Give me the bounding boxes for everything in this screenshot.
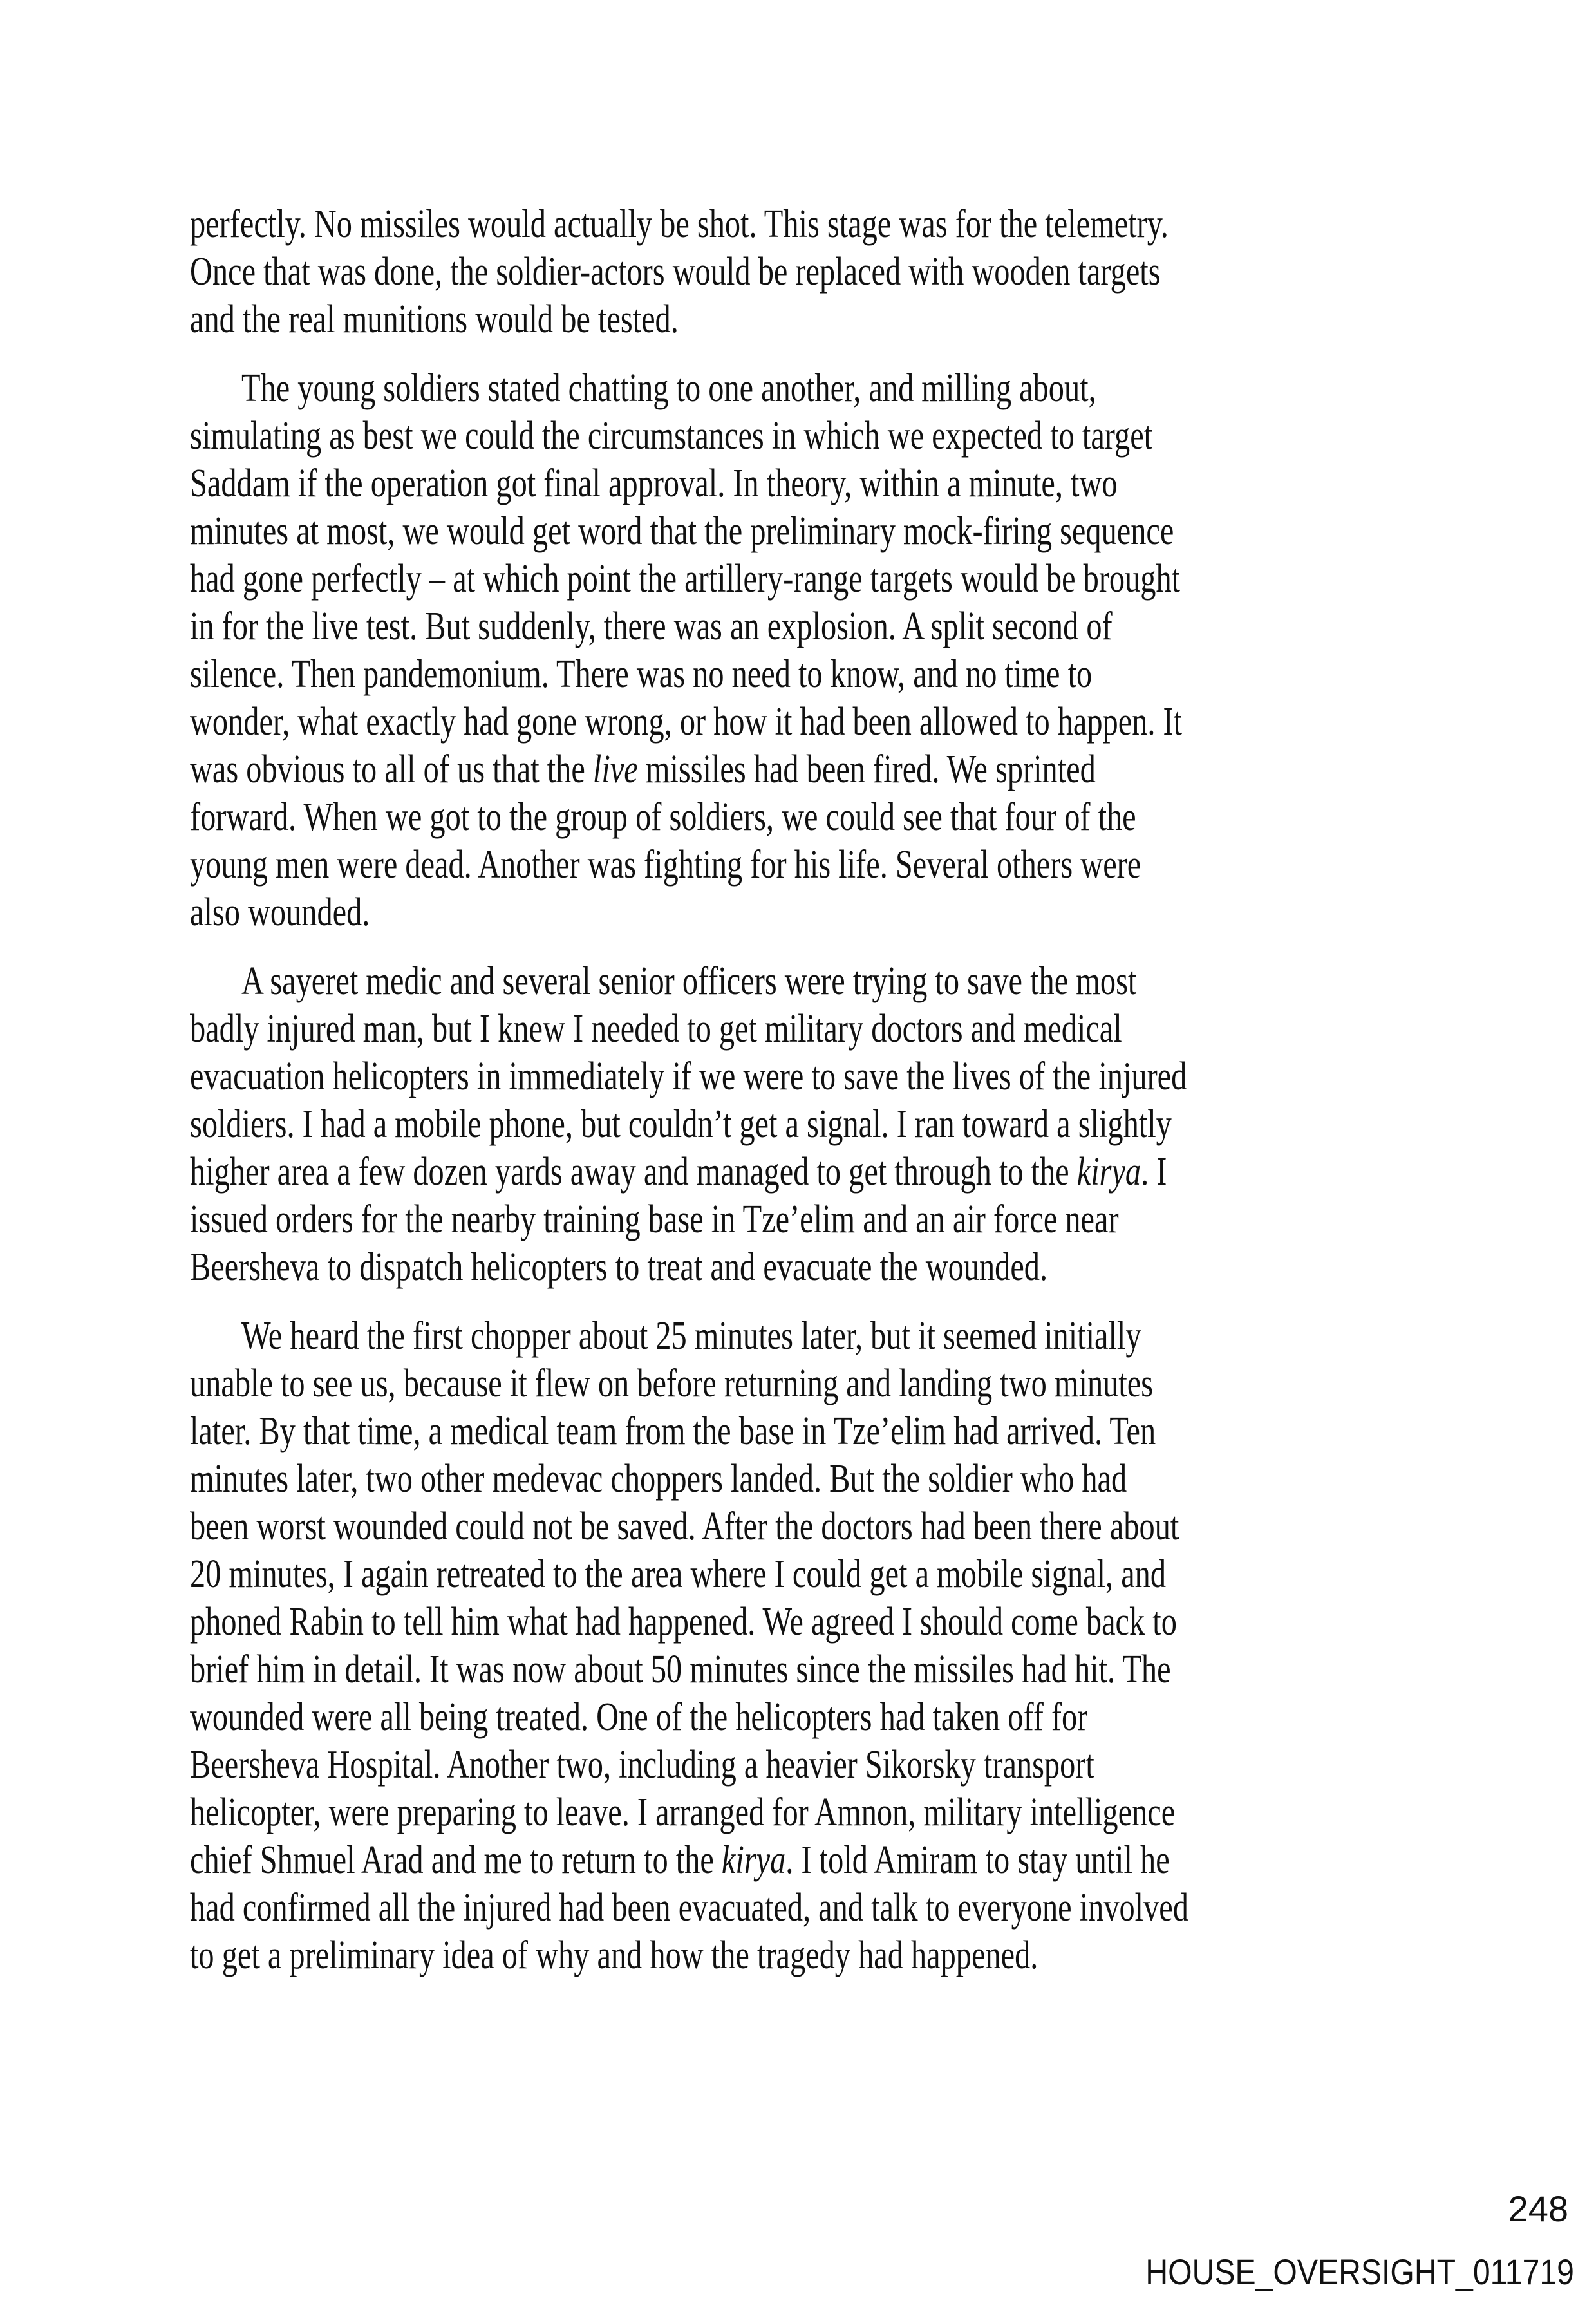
text-line [241, 1312, 1200, 1360]
text-line [190, 1243, 1188, 1291]
text-segment: missiles had been fired. We sprinted [637, 747, 1096, 791]
text-segment: Beersheva Hospital. Another two, including a heavier Sikorsky transport [190, 1743, 1094, 1787]
text-line [190, 1836, 1188, 1884]
text-segment: been worst wounded could not be saved. After the doctors had been there about [190, 1505, 1179, 1548]
text-segment: 20 minutes, I again retreated to the area where I could get a mobile signal, and [190, 1552, 1167, 1596]
text-segment: was obvious to all of us that the [190, 747, 593, 791]
text-line [190, 1693, 1188, 1741]
text-line [190, 746, 1188, 793]
text-segment: A sayeret medic and several senior officers were trying to save the most [241, 959, 1137, 1003]
text-line [190, 507, 1188, 555]
text-segment: wonder, what exactly had gone wrong, or how it had been allowed to happen. It [190, 700, 1183, 744]
text-segment: silence. Then pandemonium. There was no need to know, and no time to [190, 652, 1093, 696]
text-segment: later. By that time, a medical team from the base in Tze’elim had arrived. Ten [190, 1409, 1156, 1453]
text-line [190, 1005, 1188, 1053]
text-line [190, 1503, 1188, 1550]
text-line [190, 1455, 1188, 1503]
paragraph [190, 957, 1470, 1291]
text-segment: higher area a few dozen yards away and managed to get through to the [190, 1150, 1077, 1194]
italic-text-segment: kirya [721, 1838, 786, 1882]
italic-text-segment: kirya [1076, 1150, 1141, 1194]
text-line [190, 1789, 1188, 1836]
text-segment: chief Shmuel Arad and me to return to the [190, 1838, 722, 1882]
text-segment: perfectly. No missiles would actually be shot. This stage was for the telemetry. [190, 202, 1169, 246]
text-segment: Beersheva to dispatch helicopters to treat and evacuate the wounded. [190, 1245, 1048, 1289]
text-segment: to get a preliminary idea of why and how the tragedy had happened. [190, 1933, 1038, 1977]
text-line [190, 1550, 1188, 1598]
text-segment: had confirmed all the injured had been evacuated, and talk to everyone involved [190, 1886, 1188, 1930]
text-segment: minutes later, two other medevac choppers landed. But the soldier who had [190, 1457, 1127, 1501]
bates-number: HOUSE_OVERSIGHT_011719 [1145, 2251, 1574, 2292]
text-line [190, 793, 1188, 841]
text-segment: phoned Rabin to tell him what had happened. We agreed I should come back to [190, 1600, 1177, 1644]
text-segment: wounded were all being treated. One of the helicopters had taken off for [190, 1695, 1088, 1739]
text-line [190, 1407, 1188, 1455]
text-segment: had gone perfectly – at which point the artillery-range targets would be brought [190, 557, 1181, 601]
text-segment: helicopter, were preparing to leave. I arranged for Amnon, military intelligence [190, 1791, 1176, 1834]
text-line [190, 296, 1188, 343]
text-line [190, 1148, 1188, 1196]
text-line [190, 460, 1188, 507]
text-line [190, 603, 1188, 650]
text-segment: . I [1141, 1150, 1167, 1194]
text-segment: and the real munitions would be tested. [190, 297, 679, 341]
page-number: 248 [1508, 2188, 1568, 2229]
text-segment: in for the live test. But suddenly, there was an explosion. A split second of [190, 605, 1113, 648]
text-segment: also wounded. [190, 890, 370, 934]
text-segment: soldiers. I had a mobile phone, but couldn’t get a signal. I ran toward a slightly [190, 1102, 1172, 1146]
text-line [241, 957, 1200, 1005]
paragraph [190, 364, 1470, 936]
text-line [190, 1598, 1188, 1646]
text-segment: . I told Amiram to stay until he [785, 1838, 1170, 1882]
text-line [190, 1646, 1188, 1693]
text-segment: issued orders for the nearby training base in Tze’elim and an air force near [190, 1198, 1119, 1241]
text-line [190, 1196, 1188, 1243]
text-segment: young men were dead. Another was fighting for his life. Several others were [190, 843, 1141, 887]
text-segment: badly injured man, but I knew I needed to get military doctors and medical [190, 1007, 1122, 1051]
text-segment: unable to see us, because it flew on before returning and landing two minutes [190, 1362, 1154, 1405]
text-line [190, 1360, 1188, 1407]
text-line [241, 364, 1200, 412]
text-line [190, 1053, 1188, 1100]
text-line [190, 1884, 1188, 1932]
text-line [190, 412, 1188, 460]
text-segment: simulating as best we could the circumstances in which we expected to target [190, 414, 1153, 458]
text-line [190, 888, 1188, 936]
text-segment: Once that was done, the soldier-actors would be replaced with wooden targets [190, 250, 1161, 294]
text-line [190, 200, 1188, 248]
text-segment: The young soldiers stated chatting to one another, and milling about, [241, 366, 1096, 410]
text-line [190, 248, 1188, 296]
text-segment: minutes at most, we would get word that the preliminary mock-firing sequence [190, 509, 1174, 553]
paragraph [190, 1312, 1470, 1979]
text-segment: We heard the first chopper about 25 minutes later, but it seemed initially [241, 1314, 1141, 1358]
text-line [190, 555, 1188, 603]
text-line [190, 1100, 1188, 1148]
text-line [190, 1932, 1188, 1979]
text-segment: brief him in detail. It was now about 50 minutes since the missiles had hit. The [190, 1648, 1171, 1691]
text-line [190, 841, 1188, 888]
text-line [190, 698, 1188, 746]
paragraph [190, 200, 1470, 343]
text-segment: forward. When we got to the group of soldiers, we could see that four of the [190, 795, 1136, 839]
text-segment: evacuation helicopters in immediately if we were to save the lives of the injured [190, 1055, 1187, 1098]
text-block [190, 200, 1470, 1979]
text-line [190, 1741, 1188, 1789]
text-segment: Saddam if the operation got final approval. In theory, within a minute, two [190, 462, 1118, 505]
italic-text-segment: live [592, 747, 638, 791]
text-line [190, 650, 1188, 698]
